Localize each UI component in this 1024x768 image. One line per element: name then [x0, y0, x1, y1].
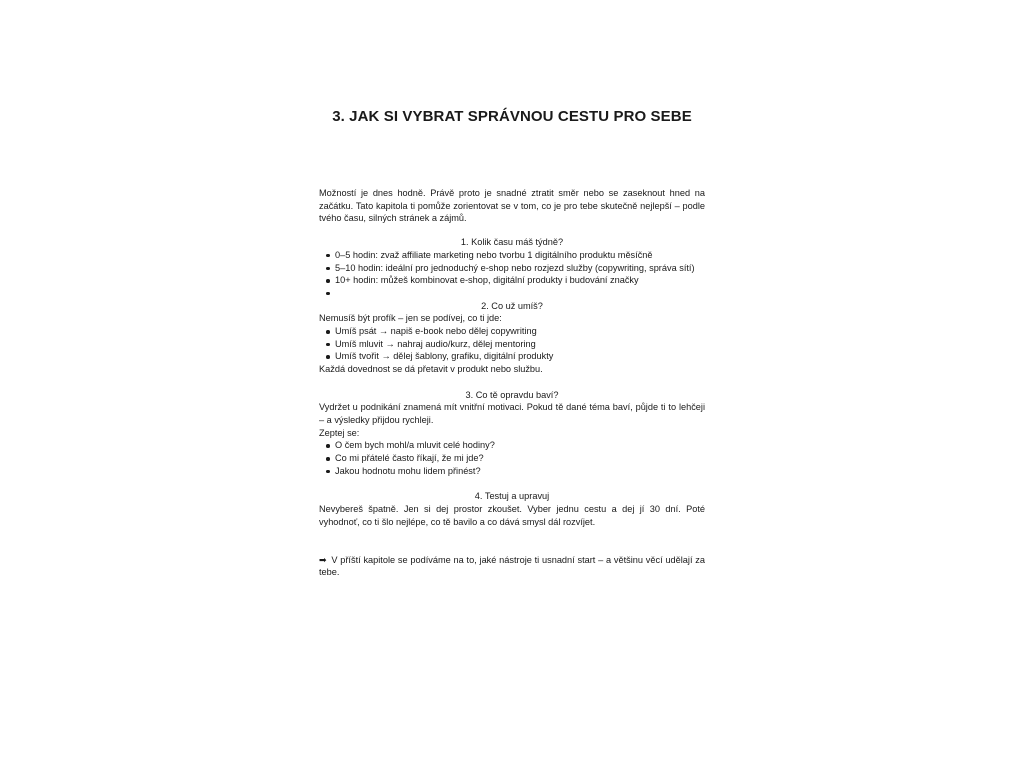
section-1-list: [319, 249, 705, 300]
spacer: [319, 376, 705, 389]
spacer: [319, 528, 705, 541]
section-2-heading: 2. Co už umíš?: [481, 300, 543, 311]
right-arrow-icon: ➡: [319, 554, 327, 565]
list-item: Umíš tvořit → dělej šablony, grafiku, digitální produkty: [335, 350, 705, 363]
intro-paragraph: Možností je dnes hodně. Právě proto je snadné ztratit směr nebo se zaseknout hned na začátku. Tato kapitola ti pomůže zorientovat se v tom, co je pro tebe skutečně nejlepší – podle tvého času, silných stránek a zájmů.: [319, 188, 705, 224]
section-4-paragraph: Nevybereš špatně. Jen si dej prostor zkoušet. Vyber jednu cestu a dej jí 30 dní. Poté vyhodnoť, co ti šlo nejlépe, co tě bavilo a co dává smysl dál rozvíjet.: [319, 503, 705, 527]
chapter-content: [319, 187, 705, 579]
section-2-lead: Nemusíš být profík – jen se podívej, co ti jde:: [319, 313, 502, 324]
section-1-heading: 1. Kolik času máš týdně?: [460, 237, 564, 248]
section-3-lead: Zeptej se:: [319, 427, 360, 438]
list-item: 5–10 hodin: ideální pro jednoduchý e-shop nebo rozjezd služby (copywriting, správa sítí): [335, 262, 705, 275]
outro-paragraph: [319, 554, 705, 579]
spacer: [319, 541, 705, 554]
list-item: Jakou hodnotu mohu lidem přinést?: [335, 465, 705, 478]
section-3-list: [319, 439, 705, 477]
section-3-paragraph: Vydržet u podnikání znamená mít vnitřní motivaci. Pokud tě dané téma baví, půjde ti to lehčeji – a výsledky přijdou rychleji.: [319, 402, 705, 425]
outro-text: V příští kapitole se podíváme na to, jaké nástroje ti usnadní start – a většinu věcí udělají za tebe.: [319, 554, 706, 578]
list-item: 10+ hodin: můžeš kombinovat e-shop, digitální produkty i budování značky: [335, 274, 705, 287]
section-3-heading: 3. Co tě opravdu baví?: [465, 389, 559, 400]
list-item: Umíš mluvit → nahraj audio/kurz, dělej mentoring: [335, 338, 705, 351]
chapter-title: 3. JAK SI VYBRAT SPRÁVNOU CESTU PRO SEBE: [332, 108, 692, 125]
spacer: [319, 225, 705, 236]
section-4-heading: 4. Testuj a upravuj: [474, 491, 550, 502]
list-item: Co mi přátelé často říkají, že mi jde?: [335, 452, 705, 465]
list-item: [335, 287, 705, 300]
list-item: O čem bych mohl/a mluvit celé hodiny?: [335, 439, 705, 452]
list-item: 0–5 hodin: zvaž affiliate marketing nebo tvorbu 1 digitálního produktu měsíčně: [335, 249, 705, 262]
section-2-closing: Každá dovednost se dá přetavit v produkt nebo službu.: [319, 364, 543, 375]
spacer: [319, 477, 705, 490]
section-2-list: [319, 325, 705, 363]
list-item: Umíš psát → napiš e-book nebo dělej copywriting: [335, 325, 705, 338]
